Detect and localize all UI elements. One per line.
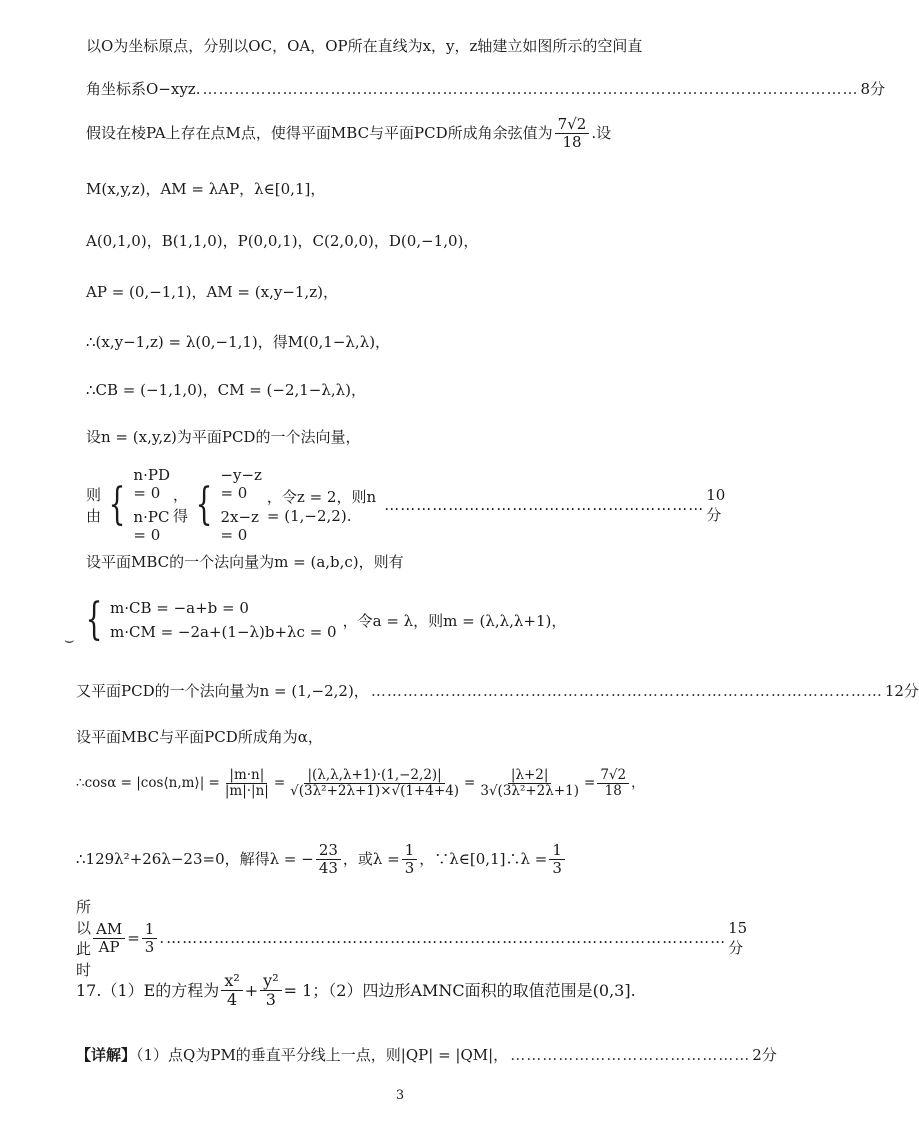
score-mark: 8分 <box>860 80 886 98</box>
fraction: $\frac{1}{3}$ <box>549 842 565 876</box>
text-line-9: 设n = (x,y,z)为平面PCD的一个法向量， <box>86 428 361 446</box>
text-line-5: A(0,1,0)，B(1,1,0)，P(0,0,1)，C(2,0,0)，D(0,−1,0)， <box>86 232 479 250</box>
equation-system-1 <box>133 466 173 544</box>
detail-heading: 【详解】 <box>76 1046 137 1064</box>
text-line-10-prefix: 则由 <box>86 486 102 525</box>
left-brace-icon: { <box>109 479 126 530</box>
text-line-3-tail: .设 <box>591 124 612 142</box>
equation: m·CM = −2a+(1−λ)b+λc = 0 <box>110 623 337 641</box>
equation: −y−z = 0 <box>220 466 262 502</box>
text-line-13 <box>76 682 919 700</box>
left-brace-icon: { <box>196 479 213 530</box>
page-number: 3 <box>395 1088 405 1103</box>
fraction: $\frac{7√2}{18}$ <box>597 768 629 799</box>
text-line-18 <box>76 972 636 1008</box>
fraction: $\frac{AM}{AP}$ <box>93 921 125 955</box>
leader-dots: …………………………………………………………………………………………… <box>166 929 727 947</box>
text-line-13-content: 又平面PCD的一个法向量为n = (1,−2,2)， <box>76 682 369 700</box>
equals-sign: = <box>273 775 286 792</box>
text-line-6: AP = (0,−1,1)，AM = (x,y−1,z)， <box>86 283 338 301</box>
leader-dots: …………………………………………………………………………………… <box>370 682 883 700</box>
equation: m·CB = −a+b = 0 <box>110 599 249 617</box>
text-line-8: ∴CB = (−1,1,0)，CM = (−2,1−λ,λ)， <box>86 381 367 399</box>
leader-dots: …………………………………………………………………………………………………………… <box>202 80 859 98</box>
text-line-11: 设平面MBC的一个法向量为m = (a,b,c)，则有 <box>86 553 404 571</box>
text-line-10-tail: ，令z = 2，则n = (1,−2,2). <box>266 487 377 525</box>
score-mark: 12分 <box>884 682 919 700</box>
fraction: $\frac{|(\lambda,\lambda,\lambda+1)\cdot(1,-2,2)|}{\text{√(3λ²+2λ+1)×√(1+4+4)}}$ <box>290 767 460 799</box>
text-line-7: ∴(x,y−1,z) = λ(0,−1,1)，得M(0,1−λ,λ)， <box>86 333 391 351</box>
fraction: $\frac{7√2}{18}$ <box>555 116 590 150</box>
stray-pen-mark: ⌣ <box>64 630 75 649</box>
equation: n·PC = 0 <box>133 508 170 544</box>
text-line-15 <box>76 768 645 799</box>
text-line-19-content: 【详解】（1）点Q为PM的垂直平分线上一点，则|QP| = |QM|， <box>76 1046 509 1064</box>
fraction: $\frac{\text{y²}}{3}$ <box>260 972 281 1008</box>
equals-sign: = <box>127 929 140 947</box>
text-line-16-c: ，∵λ∈[0,1]∴λ = <box>419 850 548 868</box>
score-mark: 15分 <box>728 918 748 957</box>
text-line-12-tail: ，令a = λ，则m = (λ,λ,λ+1)， <box>342 611 567 630</box>
text-line-16 <box>76 842 567 876</box>
text-line-12 <box>80 594 567 645</box>
fraction: $\frac{1}{3}$ <box>142 921 158 955</box>
text-line-15-prefix: ∴cosα = |cos⟨n,m⟩| = <box>76 775 220 792</box>
equals-sign: = <box>464 775 476 792</box>
equals-sign: = <box>584 775 596 792</box>
score-mark: 10分 <box>706 485 726 524</box>
text-line-3 <box>86 116 611 150</box>
comma: ， <box>631 775 645 792</box>
leader-dots: ……………………………………… <box>510 1046 751 1064</box>
text-line-18-a: 17.（1）E的方程为 <box>76 980 220 1000</box>
text-line-10-mid: ，得 <box>173 486 189 525</box>
text-line-19 <box>76 1046 777 1064</box>
equation: n·PD = 0 <box>133 466 170 502</box>
text-line-14: 设平面MBC与平面PCD所成角为α， <box>76 728 323 746</box>
equation-system-3 <box>110 599 337 641</box>
fraction: $\frac{|\lambda+2|}{\text{3√(3λ²+2λ+1)}}$ <box>480 767 579 799</box>
fraction: $\frac{23}{43}$ <box>316 842 341 876</box>
equation-system-2 <box>220 466 262 544</box>
period: . <box>159 929 165 947</box>
leader-dots: …………………………………………………… <box>384 496 705 514</box>
text-line-10 <box>86 466 726 544</box>
text-line-16-b: ，或λ = <box>342 850 400 868</box>
fraction: $\frac{1}{3}$ <box>402 842 418 876</box>
text-line-2 <box>86 80 886 98</box>
text-line-3-content: 假设在棱PA上存在点M点，使得平面MBC与平面PCD所成角余弦值为 <box>86 124 553 142</box>
text-line-16-a: ∴129λ²+26λ−23=0，解得λ = − <box>76 850 314 868</box>
text-line-18-b: = 1；（2）四边形AMNC面积的取值范围是(0,3]. <box>283 980 636 1000</box>
text-line-2-content: 角坐标系O−xyz. <box>86 80 201 98</box>
text-line-1: 以O为坐标原点，分别以OC，OA，OP所在直线为x，y，z轴建立如图所示的空间直 <box>86 37 643 55</box>
equation: 2x−z = 0 <box>220 508 259 544</box>
text-line-17 <box>76 896 748 980</box>
fraction: $\frac{|m\cdot n|}{|m|\cdot|n|}$ <box>224 767 269 799</box>
left-brace-icon: { <box>85 594 103 645</box>
score-mark: 2分 <box>752 1046 777 1064</box>
plus-sign: + <box>244 980 259 1000</box>
fraction: $\frac{\text{x²}}{4}$ <box>221 972 242 1008</box>
text-line-4: M(x,y,z)，AM = λAP，λ∈[0,1]， <box>86 180 326 198</box>
text-line-17-a: 所以此时 <box>76 898 92 979</box>
